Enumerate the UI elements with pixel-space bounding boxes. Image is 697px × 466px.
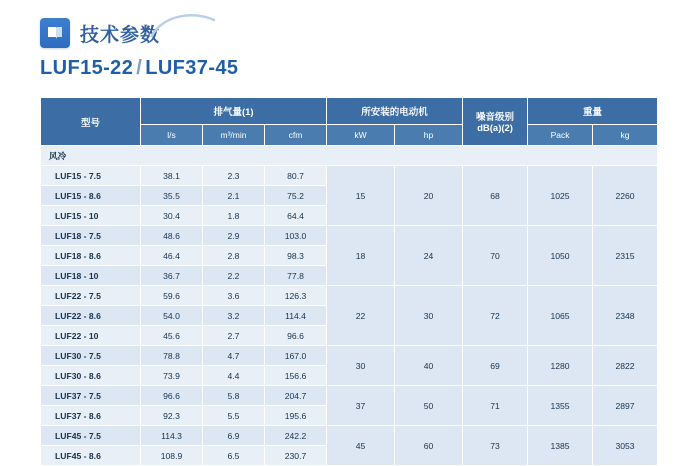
- cell-model: LUF18 - 8.6: [41, 246, 141, 266]
- cell-cfm: 114.4: [265, 306, 327, 326]
- cell-model: LUF45 - 8.6: [41, 446, 141, 466]
- cell-hp: 40: [395, 346, 463, 386]
- model-heading-left: LUF15-22: [40, 57, 134, 79]
- cell-m3min: 5.5: [203, 406, 265, 426]
- cell-pack: 69: [463, 346, 528, 386]
- cell-cfm: 103.0: [265, 226, 327, 246]
- col-header-model: 型号: [41, 98, 141, 146]
- cell-m3min: 3.6: [203, 286, 265, 306]
- cell-lbs: 2315: [593, 226, 658, 286]
- cell-model: LUF30 - 7.5: [41, 346, 141, 366]
- cell-ls: 30.4: [141, 206, 203, 226]
- cell-model: LUF22 - 8.6: [41, 306, 141, 326]
- cell-m3min: 3.2: [203, 306, 265, 326]
- cell-cfm: 156.6: [265, 366, 327, 386]
- cell-model: LUF15 - 10: [41, 206, 141, 226]
- cell-ls: 35.5: [141, 186, 203, 206]
- cell-hp: 20: [395, 166, 463, 226]
- cell-ls: 78.8: [141, 346, 203, 366]
- cell-m3min: 2.1: [203, 186, 265, 206]
- cell-cfm: 204.7: [265, 386, 327, 406]
- col-header-flow: 排气量(1): [141, 98, 327, 125]
- cell-kw: 18: [327, 226, 395, 286]
- cell-pack: 71: [463, 386, 528, 426]
- table-row: [41, 286, 658, 306]
- cell-m3min: 2.3: [203, 166, 265, 186]
- cell-ls: 92.3: [141, 406, 203, 426]
- col-header-unit-kw: kW: [327, 125, 395, 146]
- cell-lbs: 2822: [593, 346, 658, 386]
- col-header-unit-kg: kg: [593, 125, 658, 146]
- cell-model: LUF22 - 10: [41, 326, 141, 346]
- cell-model: LUF37 - 8.6: [41, 406, 141, 426]
- col-header-unit-pack: Pack: [528, 125, 593, 146]
- model-heading-right: LUF37-45: [145, 57, 239, 79]
- cell-m3min: 5.8: [203, 386, 265, 406]
- cell-ls: 96.6: [141, 386, 203, 406]
- cell-lbs: 2260: [593, 166, 658, 226]
- cell-m3min: 4.4: [203, 366, 265, 386]
- cell-m3min: 2.9: [203, 226, 265, 246]
- cell-ls: 46.4: [141, 246, 203, 266]
- model-heading: [40, 57, 238, 80]
- col-header-noise-line2: dB(a)(2): [477, 123, 513, 134]
- cell-kw: 22: [327, 286, 395, 346]
- cell-model: LUF18 - 7.5: [41, 226, 141, 246]
- cell-m3min: 2.7: [203, 326, 265, 346]
- table-row: [41, 166, 658, 186]
- cell-hp: 50: [395, 386, 463, 426]
- cell-model: LUF30 - 8.6: [41, 366, 141, 386]
- table-row: [41, 386, 658, 406]
- cell-ls: 48.6: [141, 226, 203, 246]
- page-title: 技术参数: [80, 24, 161, 46]
- cell-kg: 1025: [528, 166, 593, 226]
- cell-cfm: 126.3: [265, 286, 327, 306]
- cell-model: LUF37 - 7.5: [41, 386, 141, 406]
- cell-hp: 30: [395, 286, 463, 346]
- cell-lbs: 2348: [593, 286, 658, 346]
- cell-lbs: 3053: [593, 426, 658, 466]
- cell-cfm: 98.3: [265, 246, 327, 266]
- cell-cfm: 242.2: [265, 426, 327, 446]
- cell-pack: 68: [463, 166, 528, 226]
- cell-m3min: 2.8: [203, 246, 265, 266]
- cell-model: LUF18 - 10: [41, 266, 141, 286]
- cell-m3min: 2.2: [203, 266, 265, 286]
- cell-kw: 37: [327, 386, 395, 426]
- cell-pack: 72: [463, 286, 528, 346]
- cell-model: LUF22 - 7.5: [41, 286, 141, 306]
- cell-cfm: 230.7: [265, 446, 327, 466]
- table-head: [41, 98, 669, 146]
- cell-kw: 45: [327, 426, 395, 466]
- manual-book-icon: [40, 18, 70, 48]
- cell-hp: 60: [395, 426, 463, 466]
- cell-m3min: 6.9: [203, 426, 265, 446]
- cell-m3min: 4.7: [203, 346, 265, 366]
- cell-cfm: 77.8: [265, 266, 327, 286]
- cell-model: LUF15 - 7.5: [41, 166, 141, 186]
- cell-ls: 36.7: [141, 266, 203, 286]
- cell-lbs: 2897: [593, 386, 658, 426]
- col-header-unit-ls: l/s: [141, 125, 203, 146]
- col-header-noise: [463, 98, 528, 146]
- cell-cfm: 80.7: [265, 166, 327, 186]
- section-label: 风冷: [41, 146, 658, 166]
- cell-kg: 1050: [528, 226, 593, 286]
- cell-pack: 73: [463, 426, 528, 466]
- cell-model: LUF45 - 7.5: [41, 426, 141, 446]
- header-row-units: l/s m³/min cfm kW hp Pack kg lbs: [41, 125, 658, 146]
- cell-kg: 1355: [528, 386, 593, 426]
- cell-kg: 1065: [528, 286, 593, 346]
- col-header-weight: 重量: [528, 98, 658, 125]
- col-header-unit-m3min: m³/min: [203, 125, 265, 146]
- page-header: [40, 18, 160, 48]
- cell-pack: 70: [463, 226, 528, 286]
- cell-cfm: 96.6: [265, 326, 327, 346]
- cell-ls: 114.3: [141, 426, 203, 446]
- cell-cfm: 195.6: [265, 406, 327, 426]
- col-header-unit-hp: hp: [395, 125, 463, 146]
- cell-ls: 54.0: [141, 306, 203, 326]
- header-row-groups: [41, 98, 658, 125]
- cell-m3min: 1.8: [203, 206, 265, 226]
- cell-kw: 30: [327, 346, 395, 386]
- cell-model: LUF15 - 8.6: [41, 186, 141, 206]
- col-header-unit-cfm: cfm: [265, 125, 327, 146]
- cell-kg: 1280: [528, 346, 593, 386]
- cell-m3min: 6.5: [203, 446, 265, 466]
- cell-ls: 38.1: [141, 166, 203, 186]
- cell-cfm: 167.0: [265, 346, 327, 366]
- table-row: [41, 226, 658, 246]
- cell-ls: 108.9: [141, 446, 203, 466]
- col-header-noise-line1: 噪音级别: [476, 112, 515, 123]
- table-body: [41, 146, 658, 466]
- model-heading-separator: /: [136, 57, 143, 79]
- cell-hp: 24: [395, 226, 463, 286]
- section-row-air-cooled: [41, 146, 658, 166]
- col-header-motor: 所安装的电动机: [327, 98, 463, 125]
- cell-ls: 73.9: [141, 366, 203, 386]
- cell-cfm: 64.4: [265, 206, 327, 226]
- cell-kg: 1385: [528, 426, 593, 466]
- spec-table-wrap: [40, 97, 669, 466]
- cell-ls: 45.6: [141, 326, 203, 346]
- cell-ls: 59.6: [141, 286, 203, 306]
- table-row: [41, 346, 658, 366]
- cell-cfm: 75.2: [265, 186, 327, 206]
- spec-table: [40, 97, 669, 466]
- cell-kw: 15: [327, 166, 395, 226]
